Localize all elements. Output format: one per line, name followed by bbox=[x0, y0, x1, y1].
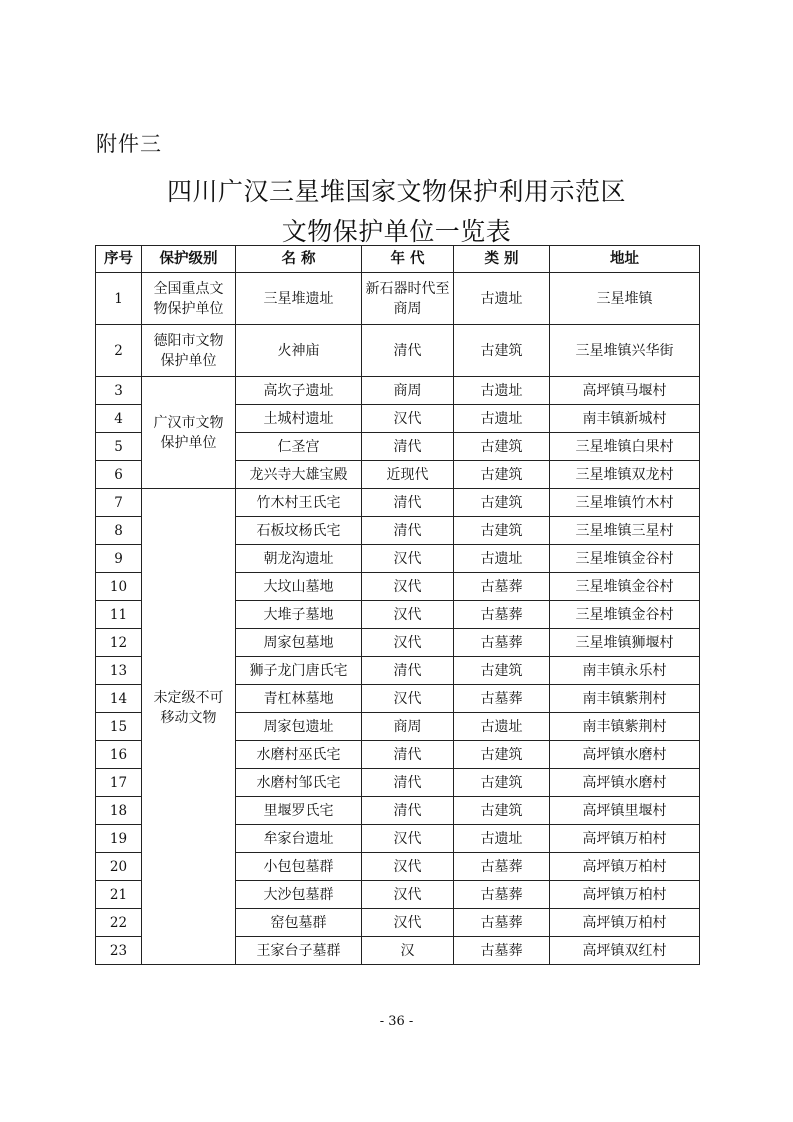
cell-address: 高坪镇万柏村 bbox=[550, 909, 700, 937]
cell-name: 里堰罗氏宅 bbox=[236, 797, 362, 825]
cell-era: 商周 bbox=[362, 377, 454, 405]
cell-category: 古建筑 bbox=[454, 657, 550, 685]
cell-era: 新石器时代至商周 bbox=[362, 273, 454, 325]
cell-name: 水磨村邹氏宅 bbox=[236, 769, 362, 797]
cell-address: 高坪镇万柏村 bbox=[550, 881, 700, 909]
cell-era: 汉代 bbox=[362, 909, 454, 937]
cell-address: 三星堆镇白果村 bbox=[550, 433, 700, 461]
cell-address: 南丰镇紫荆村 bbox=[550, 685, 700, 713]
cell-era: 清代 bbox=[362, 769, 454, 797]
cell-name: 龙兴寺大雄宝殿 bbox=[236, 461, 362, 489]
cell-address: 三星堆镇兴华街 bbox=[550, 325, 700, 377]
cell-no: 12 bbox=[96, 629, 142, 657]
table-row bbox=[96, 325, 700, 377]
table-header-row bbox=[96, 246, 700, 273]
cell-address: 南丰镇新城村 bbox=[550, 405, 700, 433]
cell-no: 22 bbox=[96, 909, 142, 937]
cell-address: 南丰镇永乐村 bbox=[550, 657, 700, 685]
cell-name: 仁圣宫 bbox=[236, 433, 362, 461]
heritage-units-table bbox=[95, 245, 700, 965]
attachment-label: 附件三 bbox=[96, 132, 162, 156]
cell-address: 高坪镇水磨村 bbox=[550, 741, 700, 769]
cell-category: 古建筑 bbox=[454, 769, 550, 797]
cell-address: 三星堆镇金谷村 bbox=[550, 545, 700, 573]
cell-category: 古建筑 bbox=[454, 433, 550, 461]
cell-category: 古遗址 bbox=[454, 545, 550, 573]
cell-address: 三星堆镇竹木村 bbox=[550, 489, 700, 517]
cell-no: 23 bbox=[96, 937, 142, 965]
cell-no: 17 bbox=[96, 769, 142, 797]
cell-address: 高坪镇双红村 bbox=[550, 937, 700, 965]
cell-protection-level: 广汉市文物保护单位 bbox=[142, 377, 236, 489]
cell-category: 古墓葬 bbox=[454, 909, 550, 937]
cell-name: 水磨村巫氏宅 bbox=[236, 741, 362, 769]
cell-era: 清代 bbox=[362, 489, 454, 517]
cell-name: 朝龙沟遗址 bbox=[236, 545, 362, 573]
cell-category: 古墓葬 bbox=[454, 937, 550, 965]
cell-category: 古建筑 bbox=[454, 797, 550, 825]
header-no: 序号 bbox=[96, 246, 142, 273]
cell-name: 大坟山墓地 bbox=[236, 573, 362, 601]
cell-category: 古墓葬 bbox=[454, 685, 550, 713]
cell-name: 青杠林墓地 bbox=[236, 685, 362, 713]
cell-no: 8 bbox=[96, 517, 142, 545]
cell-category: 古建筑 bbox=[454, 741, 550, 769]
cell-era: 商周 bbox=[362, 713, 454, 741]
table-row bbox=[96, 377, 700, 405]
cell-category: 古墓葬 bbox=[454, 629, 550, 657]
cell-no: 9 bbox=[96, 545, 142, 573]
cell-address: 高坪镇水磨村 bbox=[550, 769, 700, 797]
cell-era: 清代 bbox=[362, 325, 454, 377]
cell-era: 汉代 bbox=[362, 685, 454, 713]
cell-name: 牟家台遗址 bbox=[236, 825, 362, 853]
cell-no: 11 bbox=[96, 601, 142, 629]
cell-name: 窑包墓群 bbox=[236, 909, 362, 937]
cell-no: 10 bbox=[96, 573, 142, 601]
cell-no: 16 bbox=[96, 741, 142, 769]
cell-category: 古遗址 bbox=[454, 273, 550, 325]
cell-address: 高坪镇万柏村 bbox=[550, 853, 700, 881]
cell-name: 周家包墓地 bbox=[236, 629, 362, 657]
cell-no: 18 bbox=[96, 797, 142, 825]
cell-address: 高坪镇马堰村 bbox=[550, 377, 700, 405]
cell-name: 周家包遗址 bbox=[236, 713, 362, 741]
cell-name: 小包包墓群 bbox=[236, 853, 362, 881]
cell-name: 石板坟杨氏宅 bbox=[236, 517, 362, 545]
cell-no: 4 bbox=[96, 405, 142, 433]
cell-category: 古墓葬 bbox=[454, 853, 550, 881]
cell-name: 高坎子遗址 bbox=[236, 377, 362, 405]
cell-era: 清代 bbox=[362, 797, 454, 825]
cell-no: 20 bbox=[96, 853, 142, 881]
cell-category: 古建筑 bbox=[454, 489, 550, 517]
cell-address: 高坪镇万柏村 bbox=[550, 825, 700, 853]
header-category: 类 别 bbox=[454, 246, 550, 273]
cell-no: 19 bbox=[96, 825, 142, 853]
cell-category: 古墓葬 bbox=[454, 601, 550, 629]
cell-category: 古遗址 bbox=[454, 405, 550, 433]
cell-era: 汉代 bbox=[362, 881, 454, 909]
cell-protection-level: 全国重点文物保护单位 bbox=[142, 273, 236, 325]
cell-address: 三星堆镇金谷村 bbox=[550, 601, 700, 629]
cell-era: 汉代 bbox=[362, 573, 454, 601]
cell-name: 三星堆遗址 bbox=[236, 273, 362, 325]
cell-era: 清代 bbox=[362, 517, 454, 545]
cell-era: 汉代 bbox=[362, 853, 454, 881]
cell-era: 汉代 bbox=[362, 405, 454, 433]
cell-category: 古遗址 bbox=[454, 713, 550, 741]
cell-name: 狮子龙门唐氏宅 bbox=[236, 657, 362, 685]
cell-era: 清代 bbox=[362, 741, 454, 769]
cell-name: 竹木村王氏宅 bbox=[236, 489, 362, 517]
cell-address: 南丰镇紫荆村 bbox=[550, 713, 700, 741]
cell-protection-level: 未定级不可移动文物 bbox=[142, 489, 236, 965]
cell-era: 汉代 bbox=[362, 545, 454, 573]
table-row bbox=[96, 489, 700, 517]
cell-name: 土城村遗址 bbox=[236, 405, 362, 433]
cell-no: 7 bbox=[96, 489, 142, 517]
cell-no: 5 bbox=[96, 433, 142, 461]
cell-name: 王家台子墓群 bbox=[236, 937, 362, 965]
header-name: 名 称 bbox=[236, 246, 362, 273]
cell-address: 高坪镇里堰村 bbox=[550, 797, 700, 825]
cell-era: 近现代 bbox=[362, 461, 454, 489]
cell-era: 汉 bbox=[362, 937, 454, 965]
cell-name: 火神庙 bbox=[236, 325, 362, 377]
document-title-line-2: 文物保护单位一览表 bbox=[281, 217, 512, 246]
cell-category: 古建筑 bbox=[454, 325, 550, 377]
cell-no: 15 bbox=[96, 713, 142, 741]
cell-category: 古遗址 bbox=[454, 377, 550, 405]
cell-address: 三星堆镇双龙村 bbox=[550, 461, 700, 489]
document-title-line-1: 四川广汉三星堆国家文物保护利用示范区 bbox=[166, 177, 626, 206]
page-number: - 36 - bbox=[379, 1014, 414, 1029]
header-address: 地址 bbox=[550, 246, 700, 273]
cell-protection-level: 德阳市文物保护单位 bbox=[142, 325, 236, 377]
cell-address: 三星堆镇三星村 bbox=[550, 517, 700, 545]
cell-address: 三星堆镇 bbox=[550, 273, 700, 325]
table-row bbox=[96, 273, 700, 325]
cell-address: 三星堆镇狮堰村 bbox=[550, 629, 700, 657]
cell-era: 汉代 bbox=[362, 825, 454, 853]
cell-category: 古遗址 bbox=[454, 825, 550, 853]
cell-era: 清代 bbox=[362, 433, 454, 461]
cell-category: 古建筑 bbox=[454, 461, 550, 489]
cell-address: 三星堆镇金谷村 bbox=[550, 573, 700, 601]
cell-no: 21 bbox=[96, 881, 142, 909]
header-era: 年 代 bbox=[362, 246, 454, 273]
cell-no: 1 bbox=[96, 273, 142, 325]
cell-no: 14 bbox=[96, 685, 142, 713]
cell-no: 2 bbox=[96, 325, 142, 377]
cell-no: 6 bbox=[96, 461, 142, 489]
cell-category: 古墓葬 bbox=[454, 881, 550, 909]
cell-era: 清代 bbox=[362, 657, 454, 685]
cell-name: 大堆子墓地 bbox=[236, 601, 362, 629]
cell-category: 古墓葬 bbox=[454, 573, 550, 601]
table-body bbox=[96, 273, 700, 965]
cell-era: 汉代 bbox=[362, 629, 454, 657]
cell-no: 13 bbox=[96, 657, 142, 685]
cell-category: 古建筑 bbox=[454, 517, 550, 545]
header-level: 保护级别 bbox=[142, 246, 236, 273]
cell-no: 3 bbox=[96, 377, 142, 405]
cell-name: 大沙包墓群 bbox=[236, 881, 362, 909]
cell-era: 汉代 bbox=[362, 601, 454, 629]
